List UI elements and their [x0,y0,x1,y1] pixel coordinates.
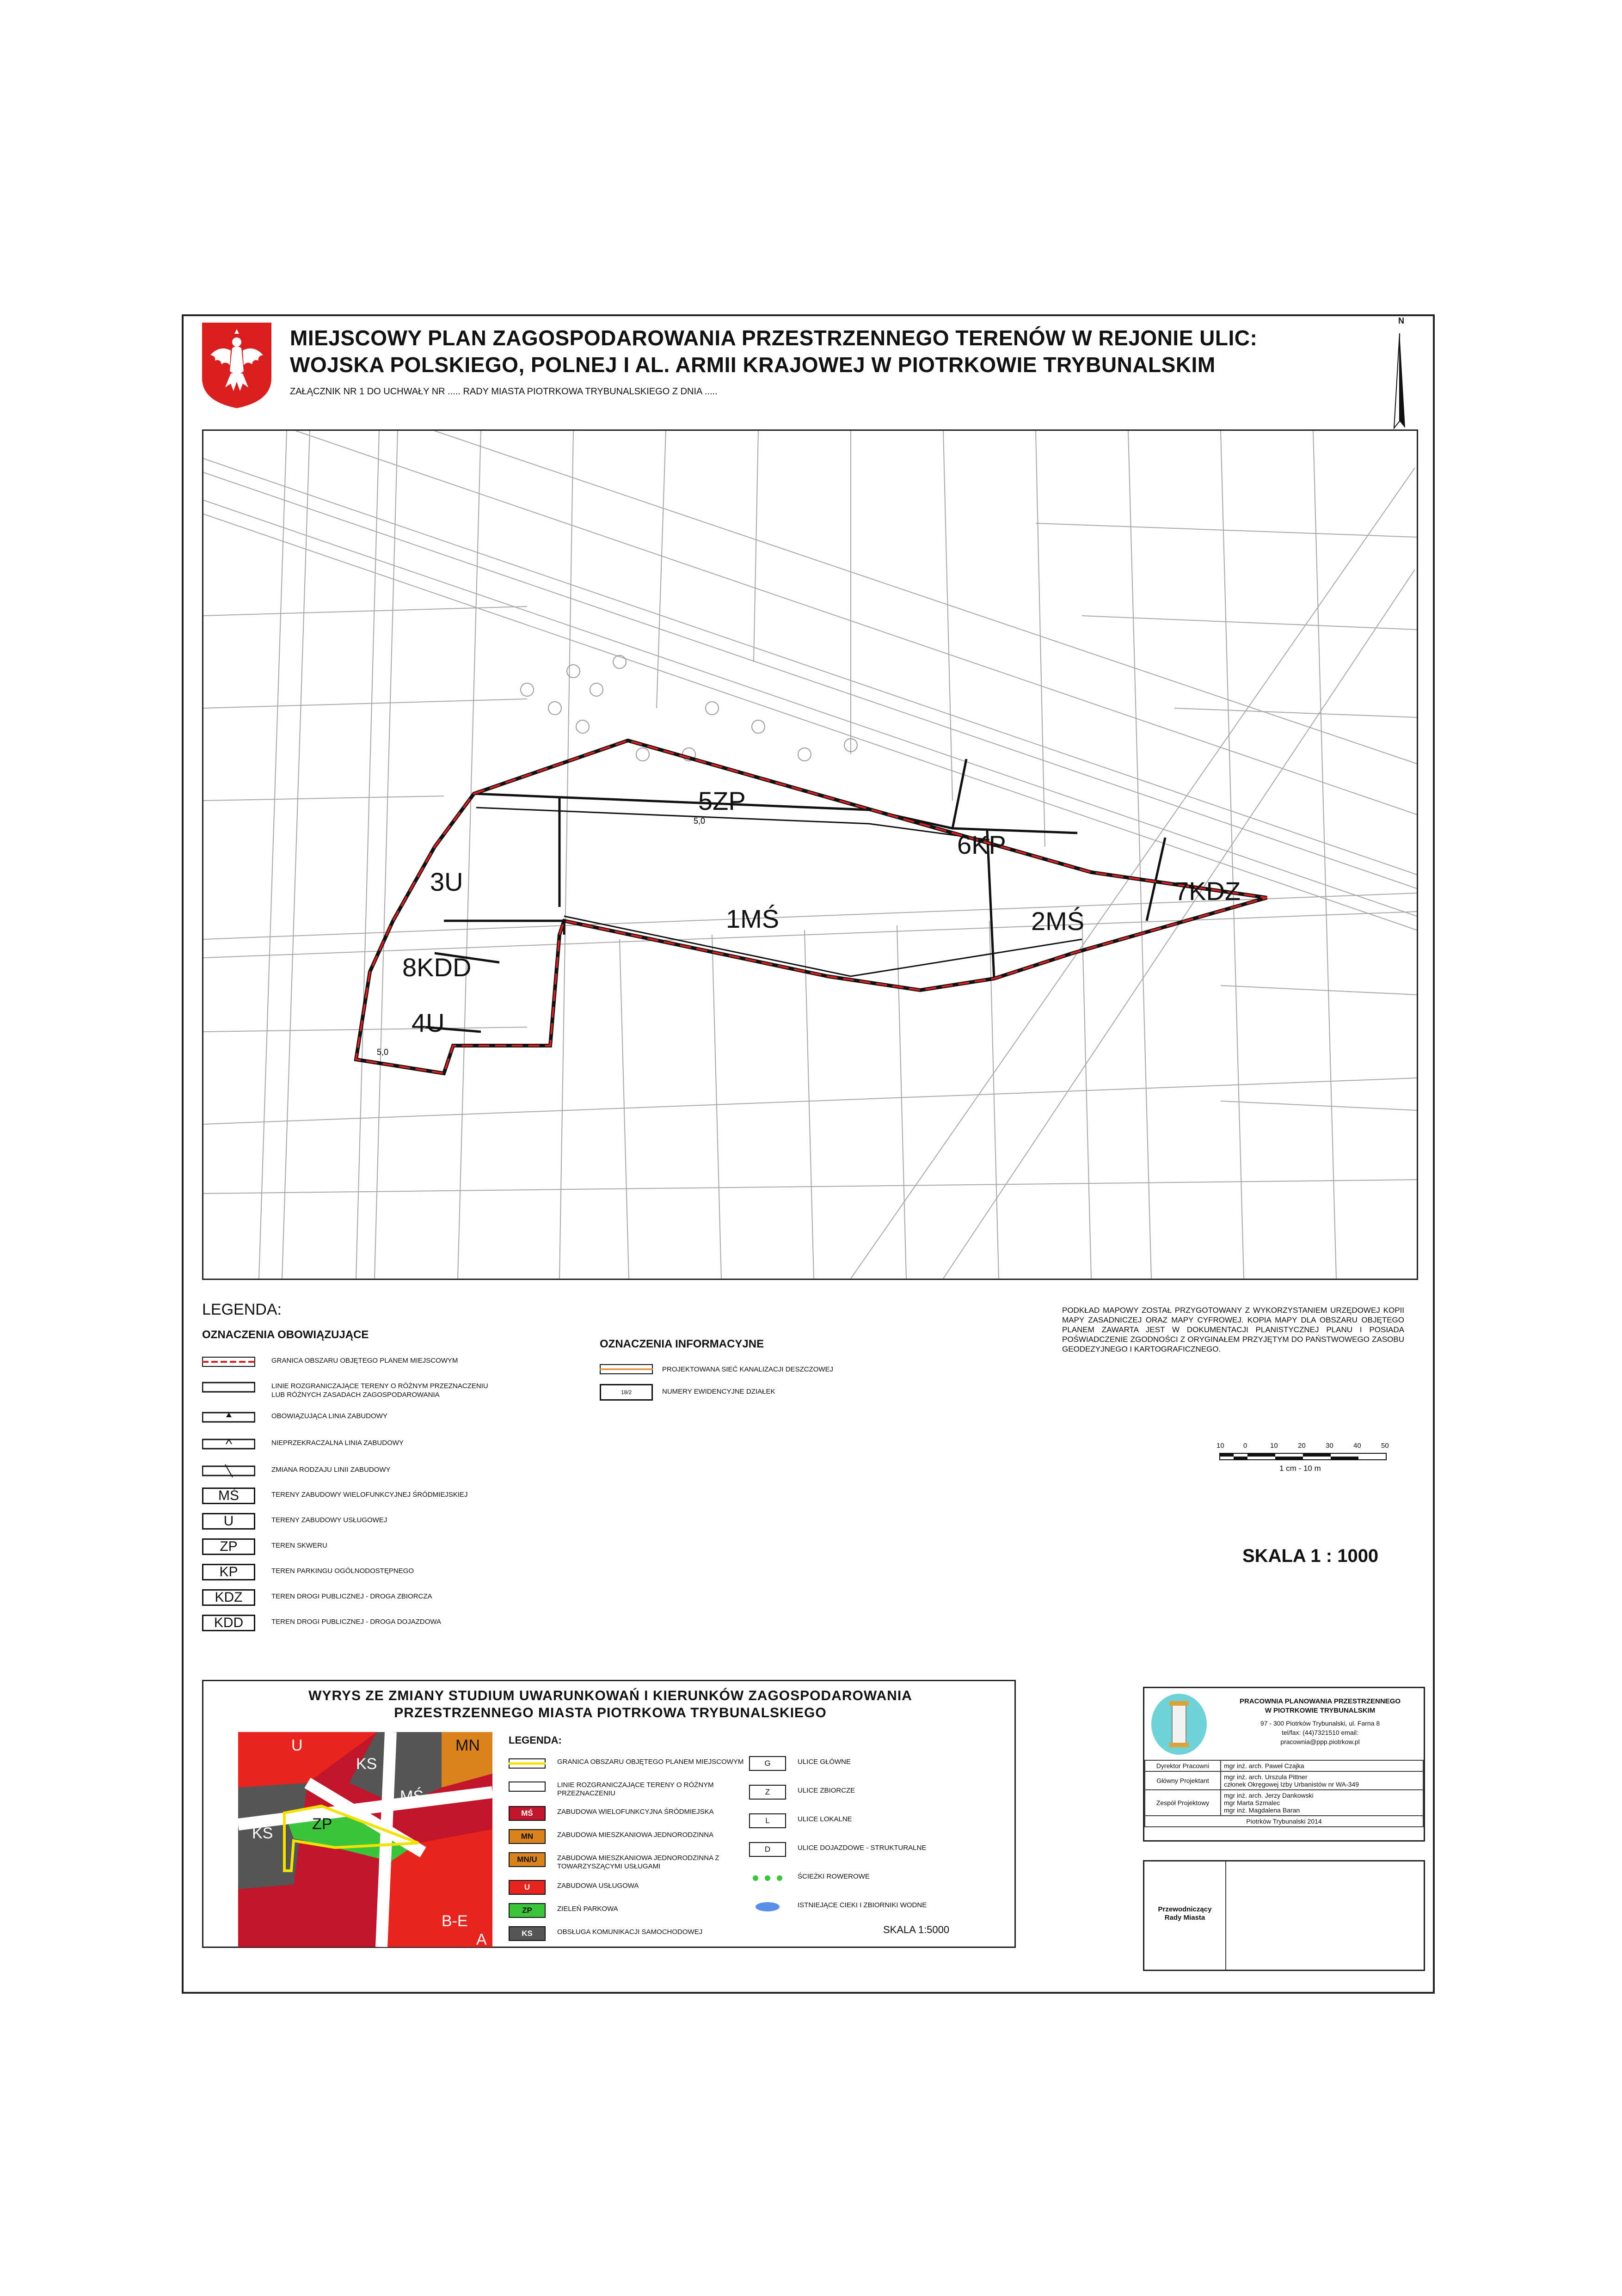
excerpt-legend-symbol: Z [749,1785,786,1800]
excerpt-scale: SKALA 1:5000 [883,1924,950,1935]
zone-label: 6KP [957,830,1006,859]
excerpt-title-line-2: PRZESTRZENNEGO MIASTA PIOTRKOWA TRYBUNALSKIEGO [394,1705,827,1720]
signature-label: Przewodniczący Rady Miasta [1158,1905,1212,1922]
legend-text: LINIE ROZGRANICZAJĄCE TERENY O RÓŻNYM PRZEZNACZENIU LUB RÓŻNYCH ZASADACH ZAGOSPODAROWANIA [271,1382,488,1399]
bike-path-icon [749,1871,786,1886]
study-excerpt [202,1680,1016,1948]
legend-text: PROJEKTOWANA SIEĆ KANALIZACJI DESZCZOWEJ [662,1365,834,1373]
excerpt-legend-symbol: G [749,1756,786,1771]
legend-row [202,1537,618,1558]
office-footer: Piotrków Trybunalski 2014 [1145,1816,1423,1827]
legend-text: NIEPRZEKRACZALNA LINIA ZABUDOWY [271,1439,404,1447]
office-phone: tel/fax: (44)7321510 email: [1282,1729,1358,1736]
team-row [1145,1760,1423,1771]
excerpt-legend-text: ULICE GŁÓWNE [798,1758,851,1766]
excerpt-legend-text: ULICE LOKALNE [798,1815,852,1823]
excerpt-map-label: U [291,1737,303,1754]
excerpt-legend-text: GRANICA OBSZARU OBJĘTEGO PLANEM MIEJSCOWYM [557,1758,744,1766]
legend-row [202,1377,618,1398]
excerpt-legend-text: ZABUDOWA MIESZKANIOWA JEDNORODZINNA Z TOWARZYSZĄCYMI USŁUGAMI [557,1854,719,1870]
zone-label: 8KDD [402,953,472,982]
mandatory-building-line-icon [202,1409,255,1426]
office-logo-icon [1149,1692,1209,1757]
zone-label: 5ZP [698,786,746,815]
scale-tick: 40 [1353,1442,1361,1450]
excerpt-map-label: A [476,1931,487,1947]
legend-symbol: 18/2 [600,1384,653,1401]
legend-title: LEGENDA: [202,1301,282,1318]
legend-symbol: U [202,1513,255,1530]
legend-symbol: KDD [202,1615,255,1631]
scale-label: SKALA 1 : 1000 [1242,1546,1379,1566]
legend-row [202,1587,618,1609]
scale-bar-graphic [1219,1453,1390,1460]
scale-tick: 50 [1381,1442,1389,1450]
office-address: 97 - 300 Piotrków Trybunalski, ul. Farna 8 [1260,1720,1380,1727]
scale-tick: 20 [1298,1442,1306,1450]
excerpt-title-line-1: WYRYS ZE ZMIANY STUDIUM UWARUNKOWAŃ I KIERUNKÓW ZAGOSPODAROWANIA [308,1688,912,1703]
line-change-icon [202,1463,255,1479]
north-arrow-icon [1381,322,1418,433]
legend-symbol: KP [202,1564,255,1580]
plan-subtitle: ZAŁĄCZNIK NR 1 DO UCHWAŁY NR ..... RADY MIASTA PIOTRKOWA TRYBUNALSKIEGO Z DNIA ..... [290,386,718,397]
legend-row [202,1407,618,1428]
excerpt-map-label: MŚ [400,1788,424,1805]
excerpt-map-label: KS [252,1825,273,1842]
excerpt-map-label: MN [455,1737,480,1754]
excerpt-legend-text: ZABUDOWA MIESZKANIOWA JEDNORODZINNA [557,1831,714,1839]
excerpt-boundary-icon [509,1756,546,1771]
legend-text: NUMERY EWIDENCYJNE DZIAŁEK [662,1388,775,1396]
excerpt-legend-symbol: MN/U [509,1852,546,1867]
excerpt-legend-text: ŚCIEŻKI ROWEROWE [798,1873,870,1880]
legend-row [202,1434,618,1455]
signature-box [1143,1860,1425,1971]
office-name-line-1: PRACOWNIA PLANOWANIA PRZESTRZENNEGO [1239,1697,1401,1705]
scale-unit: 1 cm - 10 m [1279,1464,1321,1473]
excerpt-legend-symbol: KS [509,1926,546,1941]
scale-tick: 10 [1216,1442,1224,1450]
legend-row [202,1613,618,1634]
excerpt-legend-symbol: U [509,1880,546,1895]
legend-text: TERENY ZABUDOWY WIELOFUNKCYJNEJ ŚRÓDMIEJSKIEJ [271,1491,468,1499]
team-row [1145,1790,1423,1816]
excerpt-legend-text: ZIELEŃ PARKOWA [557,1905,618,1913]
water-body-icon [749,1899,786,1914]
legend-text: TEREN SKWERU [271,1542,327,1549]
team-row [1145,1771,1423,1790]
legend-symbol: MŚ [202,1488,255,1504]
building-line-distance: 5,0 [694,816,706,826]
plan-title-line-1: MIEJSCOWY PLAN ZAGOSPODAROWANIA PRZESTRZENNEGO TERENÓW W REJONIE ULIC: [290,326,1258,350]
excerpt-legend-symbol: ZP [509,1903,546,1918]
legend-text: TEREN DROGI PUBLICZNEJ - DROGA ZBIORCZA [271,1592,432,1600]
north-label: N [1398,316,1404,325]
zone-label: 7KDZ [1174,876,1241,906]
office-email: pracownia@ppp.piotrkow.pl [1280,1738,1360,1745]
team-name: mgr inż. arch. Jerzy Dankowski mgr Marta Szmalec mgr inż. Magdalena Baran [1221,1790,1423,1816]
team-name: mgr inż. arch. Urszula Pittner członek Okręgowej Izby Urbanistów nr WA-349 [1221,1771,1423,1790]
map-sheet [182,314,1435,1994]
legend-row [202,1352,618,1373]
excerpt-legend-text: ZABUDOWA USŁUGOWA [557,1882,639,1890]
team-role: Dyrektor Pracowni [1145,1760,1221,1771]
legend-symbol: ZP [202,1538,255,1555]
excerpt-legend-text: ULICE ZBIORCZE [798,1787,855,1794]
excerpt-legend-symbol: D [749,1842,786,1857]
excerpt-legend-symbol: MN [509,1829,546,1844]
excerpt-legend-symbol: MŚ [509,1806,546,1821]
plan-title-line-2: WOJSKA POLSKIEGO, POLNEJ I AL. ARMII KRAJOWEJ W PIOTRKOWIE TRYBUNALSKIM [290,353,1216,377]
drainage-symbol-icon [600,1361,653,1378]
design-team-table [1144,1760,1424,1827]
legend-mandatory-title: OZNACZENIA OBOWIĄZUJĄCE [202,1329,369,1341]
non-exceedable-line-icon [202,1436,255,1452]
team-name: mgr inż. arch. Paweł Czajka [1221,1760,1423,1771]
zone-label: 3U [430,867,463,896]
boundary-symbol-icon [202,1353,255,1370]
scale-tick: 30 [1326,1442,1333,1450]
excerpt-demarcation-icon [509,1779,546,1794]
excerpt-map-label: ZP [312,1815,332,1833]
scale-tick: 10 [1270,1442,1278,1450]
excerpt-legend-title: LEGENDA: [509,1734,562,1746]
legend-row [202,1486,618,1507]
legend-row [202,1511,618,1532]
excerpt-map [238,1732,492,1947]
coat-of-arms-icon [202,323,271,408]
legend-text: GRANICA OBSZARU OBJĘTEGO PLANEM MIEJSCOWYM [271,1357,458,1365]
team-role: Zespół Projektowy [1145,1790,1221,1816]
basemap-note: PODKŁAD MAPOWY ZOSTAŁ PRZYGOTOWANY Z WYKORZYSTANIEM URZĘDOWEJ KOPII MAPY ZASADNICZEJ ORAZ MAPY CYFROWEJ. KOPIA MAPY DLA OBSZARU OBJĘTEGO PLANEM ZAWARTA JEST W DOKUMENTACJI PLANISTYCZNEJ PLANU I POSIADA POŚWIADCZENIE ZGODNOŚCI Z ORYGINAŁEM PRZYJĘTYM DO PAŃSTWOWEGO ZASOBU GEODEZYJNEGO I KARTOGRAFICZNEGO. [1062,1306,1404,1353]
scale-tick: 0 [1243,1442,1247,1450]
legend-row [202,1461,618,1482]
office-name-line-2: W PIOTRKOWIE TRYBUNALSKIM [1265,1707,1376,1714]
excerpt-legend-text: ZABUDOWA WIELOFUNKCYJNA ŚRÓDMIEJSKA [557,1808,714,1816]
excerpt-legend-text: ISTNIEJĄCE CIEKI I ZBIORNIKI WODNE [798,1901,927,1909]
demarcation-symbol-icon [202,1379,255,1396]
design-office-stamp [1143,1687,1425,1842]
team-row [1145,1816,1423,1827]
plan-map-drawing [203,431,1417,1279]
legend-symbol: KDZ [202,1589,255,1606]
zone-label: 2MŚ [1031,906,1085,936]
excerpt-legend-text: LINIE ROZGRANICZAJĄCE TERENY O RÓŻNYM PRZEZNACZENIU [557,1781,714,1797]
excerpt-legend-text: OBSŁUGA KOMUNIKACJI SAMOCHODOWEJ [557,1928,703,1936]
excerpt-legend-symbol: L [749,1813,786,1828]
building-line-distance: 5,0 [377,1047,389,1057]
scale-bar [1216,1442,1404,1479]
excerpt-map-label: KS [356,1755,377,1773]
legend-row [202,1562,618,1583]
zone-label: 1MŚ [726,904,780,933]
zone-label: 4U [412,1008,445,1037]
plan-map [202,429,1418,1280]
legend-text: ZMIANA RODZAJU LINII ZABUDOWY [271,1466,391,1474]
legend-text: OBOWIĄZUJĄCA LINIA ZABUDOWY [271,1412,387,1420]
legend-text: TEREN DROGI PUBLICZNEJ - DROGA DOJAZDOWA [271,1618,441,1626]
legend-text: TEREN PARKINGU OGÓLNODOSTĘPNEGO [271,1567,414,1575]
legend-text: TERENY ZABUDOWY USŁUGOWEJ [271,1516,387,1524]
excerpt-map-label: B-E [442,1912,468,1930]
team-role: Główny Projektant [1145,1771,1221,1790]
legend-info-title: OZNACZENIA INFORMACYJNE [600,1338,764,1350]
excerpt-legend-text: ULICE DOJAZDOWE - STRUKTURALNE [798,1844,927,1852]
